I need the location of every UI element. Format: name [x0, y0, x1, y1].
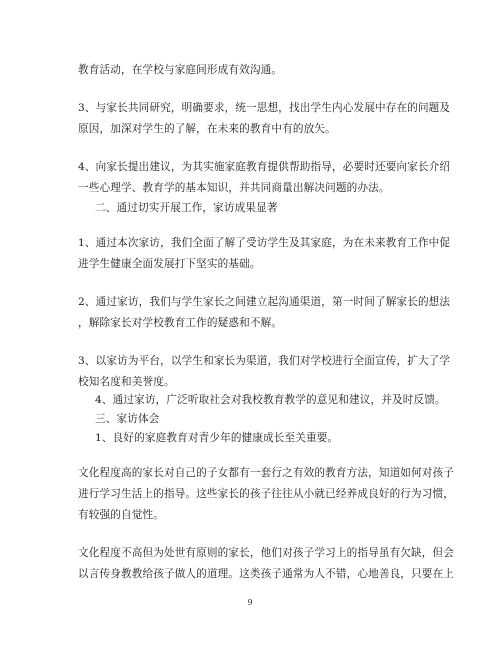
text-line: 原因，加深对学生的了解，在未来的教育中有的放矢。	[78, 123, 336, 135]
section-heading: 三、家访体会	[95, 413, 160, 425]
text-line: ，解除家长对学校教育工作的疑惑和不解。	[78, 317, 283, 329]
text-line: 1、通过本次家访，我们全面了解了受访学生及其家庭，为在未来教育工作中促	[78, 237, 451, 249]
text-line: 4、通过家访，广泛听取社会对我校教育教学的意见和建议，并及时反馈。	[95, 394, 446, 406]
section-heading: 二、通过切实开展工作，家访成果显著	[95, 202, 278, 214]
text-line: 4、向家长提出建议，为其实施家庭教育提供帮助指导，必要时还要向家长介绍	[78, 161, 451, 173]
page-number: 9	[247, 598, 253, 607]
text-line: 以言传身教教给孩子做人的道理。这类孩子通常为人不错，心地善良，只要在上	[78, 568, 455, 580]
text-line: 进行学习生活上的指导。这些家长的孩子往往从小就已经养成良好的行为习惯，	[78, 488, 455, 500]
text-line: 3、与家长共同研究，明确要求，统一思想，找出学生内心发展中存在的问题及	[78, 102, 451, 114]
text-line: 有较强的自觉性。	[78, 509, 164, 521]
text-line: 一些心理学、教育学的基本知识，并共同商量出解决问题的办法。	[78, 182, 390, 194]
text-line: 进学生健康全面发展打下坚实的基础。	[78, 258, 261, 270]
text-line: 2、通过家访，我们与学生家长之间建立起沟通渠道，第一时间了解家长的想法	[78, 296, 451, 308]
text-line: 1、良好的家庭教育对青少年的健康成长至关重要。	[95, 432, 339, 444]
text-line: 文化程度高的家长对自己的子女都有一套行之有效的教育方法，知道如何对孩子	[78, 467, 455, 479]
text-line: 教育活动，在学校与家庭间形成有效沟通。	[78, 64, 283, 76]
text-line: 文化程度不高但为处世有原则的家长，他们对孩子学习上的指导虽有欠缺，但会	[78, 547, 455, 559]
text-line: 3、以家访为平台，以学生和家长为渠道，我们对学校进行全面宣传，扩大了学	[78, 355, 451, 367]
text-line: 校知名度和美誉度。	[78, 376, 175, 388]
